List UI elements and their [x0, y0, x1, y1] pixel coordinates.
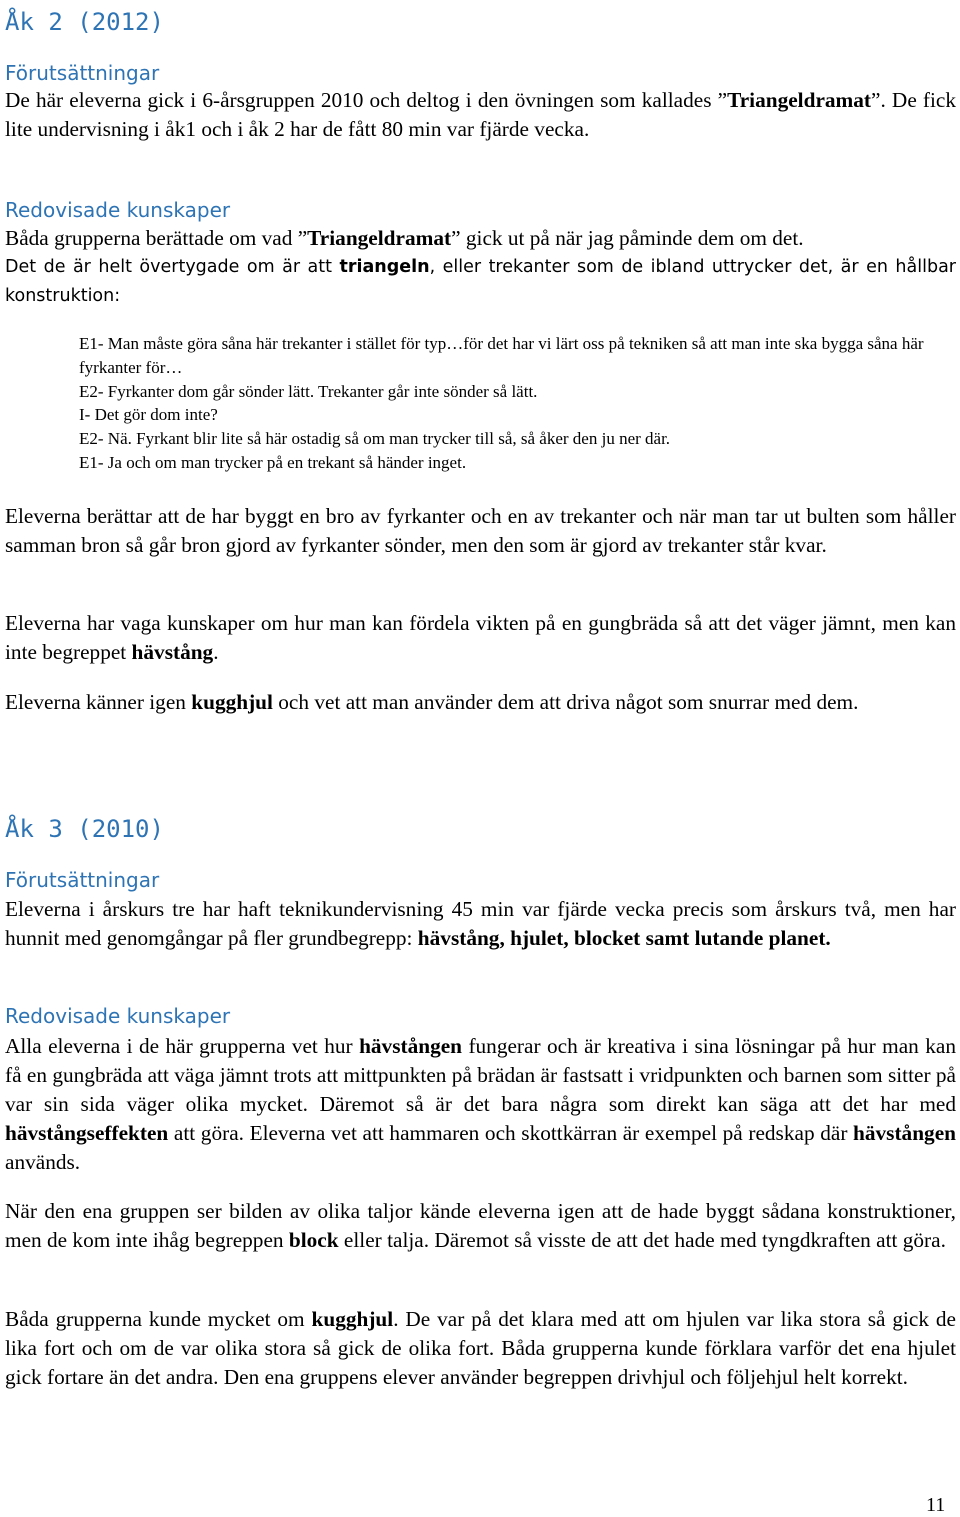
- bold-term: triangeln: [339, 257, 430, 277]
- paragraph-triangeln: [5, 253, 956, 311]
- text-run: När den ena gruppen ser bilden av olika taljor kände eleverna igen att de hade byggt sådana konstruktioner, men de kom inte ihåg begreppen: [5, 1199, 956, 1252]
- text-run: Eleverna i årskurs tre har haft teknikundervisning 45 min var fjärde vecka precis som årskurs två, men har hunnit med genomgångar på fler grundbegrepp:: [5, 897, 956, 950]
- paragraph-kugghjul: [5, 1305, 956, 1392]
- text-run: och vet att man använder dem att driva något som snurrar med dem.: [272, 690, 859, 714]
- heading-redovisade-kunskaper: Redovisade kunskaper: [5, 1004, 231, 1028]
- heading-forutsattningar: Förutsättningar: [5, 868, 160, 892]
- text-run: Eleverna känner igen: [5, 690, 192, 714]
- section-title-ak3-2010: Åk 3 (2010): [5, 815, 164, 843]
- text-run: ” gick ut på när jag påminde dem om det.: [451, 226, 804, 250]
- paragraph-triangeldramat: [5, 224, 956, 253]
- text-run: Alla eleverna i de här grupperna vet hur: [5, 1034, 360, 1058]
- dialogue-line: E1- Ja och om man trycker på en trekant så händer inget.: [79, 452, 467, 472]
- dialogue-line: E2- Nä. Fyrkant blir lite så här ostadig så om man trycker till så, så åker den ju ner där.: [79, 429, 671, 449]
- bold-term: kugghjul: [191, 690, 273, 714]
- dialogue-line: I- Det gör dom inte?: [79, 405, 218, 425]
- bold-term: hävstångseffekten: [5, 1121, 169, 1145]
- bold-term: Triangeldramat: [727, 88, 872, 112]
- text-run: fungerar och är kreativa i sina lösningar på hur man kan få en gungbräda att väga jämnt trots att mittpunkten på brädan är fastsatt i vridpunkten och barnen som sitter på var sin sida väger olika mycket. Däremot så är det bara några som direkt kan säga att det har med: [5, 1034, 956, 1116]
- section-title-ak2-2012: Åk 2 (2012): [5, 8, 164, 36]
- bold-term: kugghjul: [311, 1307, 394, 1331]
- heading-forutsattningar: Förutsättningar: [5, 61, 160, 85]
- text-run: .: [213, 640, 219, 664]
- paragraph-taljor: [5, 1197, 956, 1255]
- text-run: De här eleverna gick i 6-årsgruppen 2010 och deltog i den övningen som kallades ”: [5, 88, 728, 112]
- heading-redovisade-kunskaper: Redovisade kunskaper: [5, 198, 231, 222]
- bold-term: hävstång, hjulet, blocket samt lutande planet.: [417, 926, 831, 950]
- text-run: , eller trekanter som de ibland uttrycker det, är en hållbar konstruktion:: [5, 257, 956, 306]
- paragraph-havstang: [5, 1032, 956, 1177]
- bold-term: hävstången: [853, 1121, 956, 1145]
- text-run: Båda grupperna berättade om vad ”: [5, 226, 308, 250]
- paragraph-bro: Eleverna berättar att de har byggt en bro av fyrkanter och en av trekanter och när man tar ut bulten som håller samman bron så går bron gjord av fyrkanter sönder, men den som är gjord av trekanter står kvar.: [5, 504, 956, 557]
- text-run: eller talja. Däremot så visste de att det hade med tyngdkraften att göra.: [338, 1228, 946, 1252]
- paragraph-forutsattningar: [5, 895, 956, 953]
- bold-term: hävstång: [131, 640, 214, 664]
- dialogue-line: E2- Fyrkanter dom går sönder lätt. Trekanter går inte sönder så lätt.: [79, 381, 538, 401]
- paragraph-vikt: [5, 609, 956, 667]
- text-run: används.: [5, 1150, 81, 1174]
- text-run: Båda grupperna kunde mycket om: [5, 1307, 312, 1331]
- text-run: Det de är helt övertygade om är att: [5, 257, 340, 277]
- text-run: . De var på det klara med att om hjulen var lika stora så gick de lika fort och om de var olika stora så gick de olika fort. Båda grupperna kunde förklara varför det ena hjulet gick fortare än det andra. Den ena gruppens elever använder begreppen drivhjul och följehjul helt korrekt.: [5, 1307, 957, 1389]
- dialogue-line: E1- Man måste göra såna här trekanter i stället för typ…för det har vi lärt oss på tekniken så att man inte ska bygga såna här fyrkanter för…: [79, 334, 924, 377]
- bold-term: hävstången: [359, 1034, 463, 1058]
- bold-term: Triangeldramat: [307, 226, 452, 250]
- text-run: att göra. Eleverna vet att hammaren och skottkärran är exempel på redskap där: [168, 1121, 854, 1145]
- bold-term: block: [288, 1228, 339, 1252]
- text-run: Eleverna har vaga kunskaper om hur man kan fördela vikten på en gungbräda så att det väger jämnt, men kan inte begreppet: [5, 611, 956, 664]
- paragraph-forutsattningar: [5, 86, 956, 144]
- paragraph-kugghjul: [5, 688, 956, 717]
- text-run: ”. De fick lite undervisning i åk1 och i åk 2 har de fått 80 min var fjärde vecka.: [5, 88, 957, 141]
- dialogue-excerpt: [79, 332, 957, 475]
- page-number: 11: [926, 1494, 946, 1516]
